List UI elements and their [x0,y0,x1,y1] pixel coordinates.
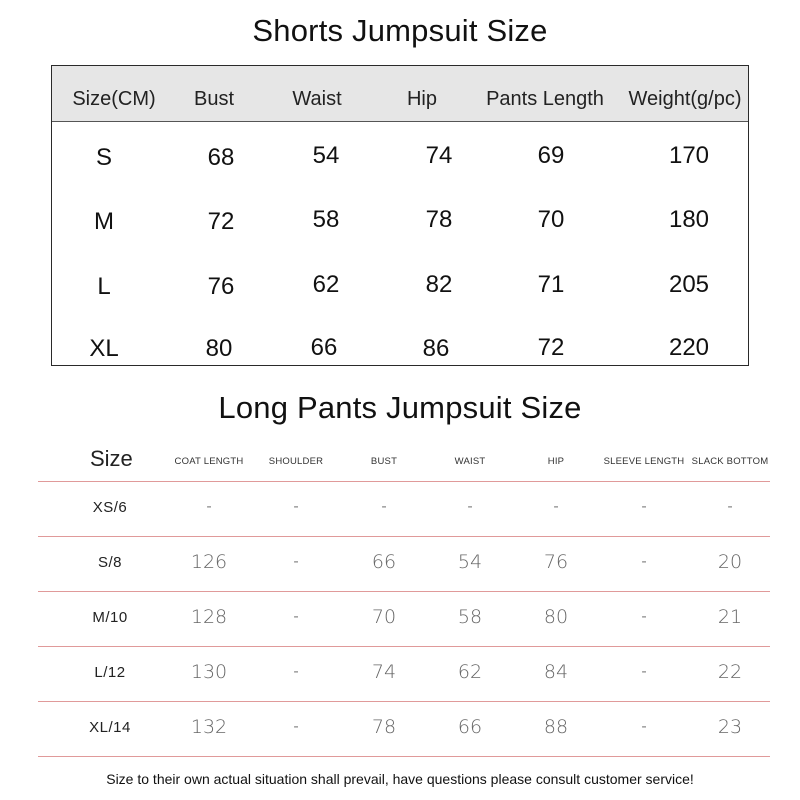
shorts-header-bust: Bust [193,88,235,110]
long-header-sleeve-length: SLEEVE LENGTH [603,456,685,467]
long-cell-coat-length: 132 [190,716,228,738]
shorts-cell-weight: 170 [668,142,710,169]
long-cell-coat-length: - [206,498,212,515]
long-cell-hip: 88 [543,716,569,738]
shorts-cell-size: S [95,144,113,171]
long-cell-slack-bottom: - [727,498,733,515]
long-cell-coat-length: 126 [190,551,228,573]
shorts-cell-size: XL [89,335,119,362]
shorts-cell-hip: 78 [425,206,453,233]
shorts-cell-hip: 82 [425,271,453,298]
long-cell-coat-length: 130 [190,661,228,683]
row-divider [38,646,770,647]
row-divider [38,701,770,702]
long-cell-sleeve-length: - [641,553,647,570]
row-divider [38,481,770,482]
shorts-cell-size: M [94,208,114,235]
shorts-cell-hip: 86 [422,335,450,362]
long-cell-shoulder: - [293,663,299,680]
shorts-cell-bust: 68 [207,144,235,171]
long-cell-bust: 78 [371,716,397,738]
long-cell-bust: 74 [371,661,397,683]
shorts-cell-waist: 58 [312,206,340,233]
long-pants-size-title: Long Pants Jumpsuit Size [218,390,582,425]
long-cell-waist: 66 [457,716,483,738]
long-cell-sleeve-length: - [641,498,647,515]
long-cell-hip: - [553,498,559,515]
long-cell-sleeve-length: - [641,718,647,735]
long-cell-coat-length: 128 [190,606,228,628]
long-header-shoulder: SHOULDER [268,456,324,467]
shorts-cell-weight: 220 [668,334,710,361]
long-cell-slack-bottom: 22 [717,661,743,683]
long-header-size: Size [90,446,133,471]
shorts-cell-bust: 72 [207,208,235,235]
long-cell-sleeve-length: - [641,663,647,680]
footer-note: Size to their own actual situation shall prevail, have questions please consult customer service! [106,771,694,787]
shorts-cell-pants-length: 69 [537,142,565,169]
shorts-header-size: Size(CM) [72,88,156,110]
shorts-size-table [51,65,749,366]
long-cell-hip: 80 [543,606,569,628]
long-header-coat-length: COAT LENGTH [174,456,244,467]
long-cell-waist: - [467,498,473,515]
long-cell-bust: - [381,498,387,515]
long-cell-bust: 70 [371,606,397,628]
shorts-size-title: Shorts Jumpsuit Size [252,13,548,48]
long-header-bust: BUST [370,456,398,467]
long-cell-size: XS/6 [92,499,128,516]
long-cell-hip: 84 [543,661,569,683]
long-header-waist: WAIST [454,456,486,467]
long-cell-size: S/8 [97,554,123,571]
shorts-cell-waist: 54 [312,142,340,169]
long-cell-waist: 62 [457,661,483,683]
shorts-cell-weight: 205 [668,271,710,298]
shorts-cell-pants-length: 71 [537,271,565,298]
shorts-header-pants-length: Pants Length [486,88,604,110]
row-divider [38,756,770,757]
long-cell-slack-bottom: 23 [717,716,743,738]
long-header-slack-bottom: SLACK BOTTOM [691,456,769,467]
shorts-cell-weight: 180 [668,206,710,233]
long-header-hip: HIP [547,456,565,467]
shorts-header-waist: Waist [292,88,342,110]
shorts-cell-bust: 80 [205,335,233,362]
shorts-cell-bust: 76 [207,273,235,300]
shorts-cell-pants-length: 72 [537,334,565,361]
long-cell-size: M/10 [92,609,128,626]
long-cell-bust: 66 [371,551,397,573]
long-cell-shoulder: - [293,498,299,515]
shorts-cell-size: L [97,273,111,300]
shorts-cell-pants-length: 70 [537,206,565,233]
long-cell-shoulder: - [293,718,299,735]
long-cell-waist: 58 [457,606,483,628]
shorts-cell-hip: 74 [425,142,453,169]
long-cell-size: XL/14 [89,719,131,736]
long-cell-slack-bottom: 21 [717,606,743,628]
long-cell-waist: 54 [457,551,483,573]
long-cell-shoulder: - [293,608,299,625]
shorts-cell-waist: 62 [312,271,340,298]
shorts-table-header-row [52,66,748,122]
long-cell-slack-bottom: 20 [717,551,743,573]
long-cell-hip: 76 [543,551,569,573]
shorts-header-weight: Weight(g/pc) [628,88,742,110]
row-divider [38,591,770,592]
row-divider [38,536,770,537]
long-pants-size-table [0,430,800,760]
long-cell-size: L/12 [94,664,126,681]
shorts-header-hip: Hip [406,88,438,110]
long-cell-sleeve-length: - [641,608,647,625]
shorts-cell-waist: 66 [310,334,338,361]
long-cell-shoulder: - [293,553,299,570]
